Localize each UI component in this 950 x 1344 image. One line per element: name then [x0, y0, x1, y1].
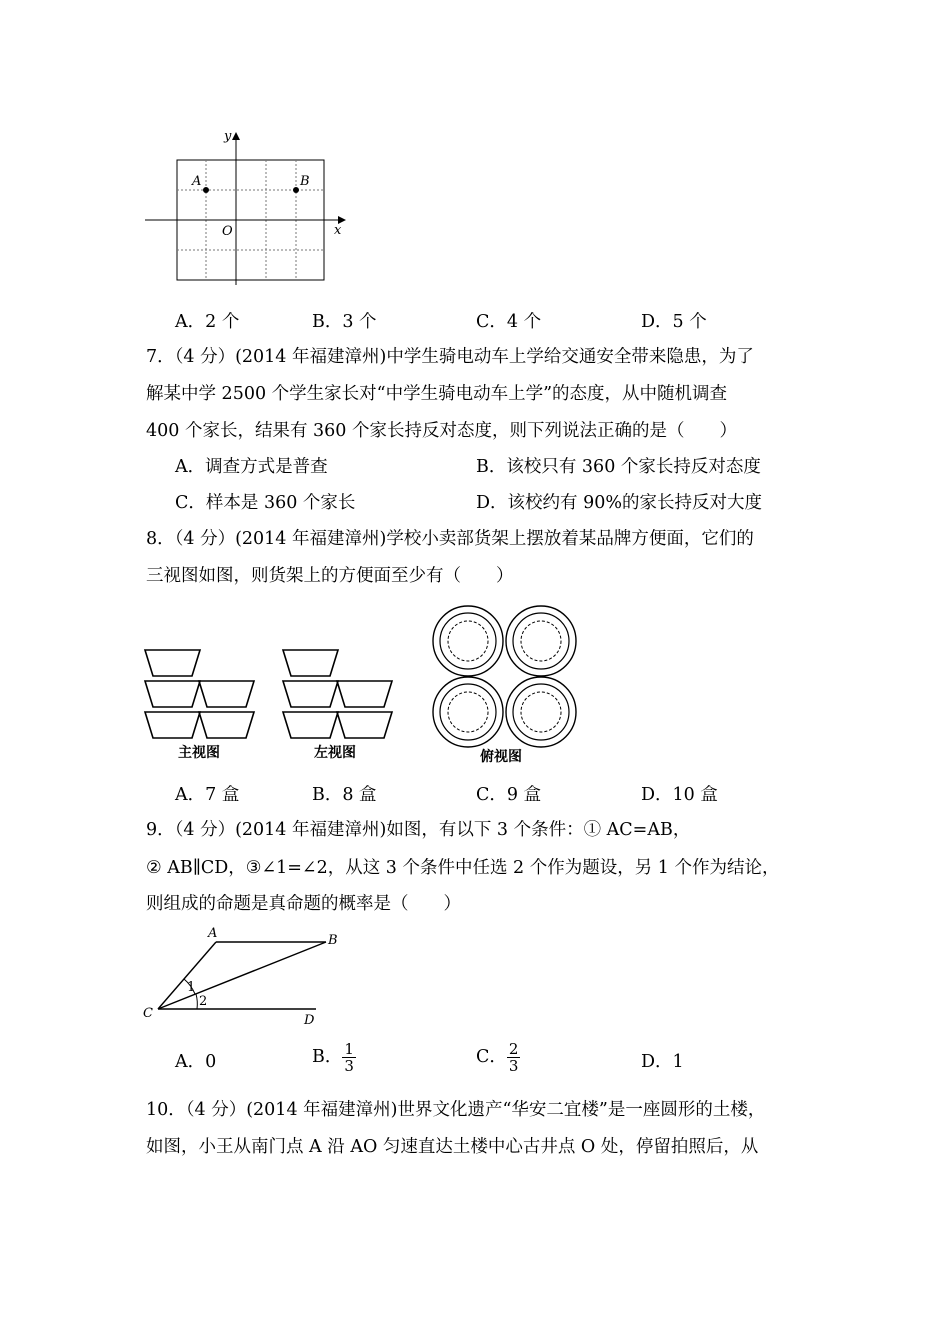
q6-option-c[interactable]: C．4 个 [476, 312, 542, 332]
q9-stem-line-2: ② AB∥CD，③∠1=∠2，从这 3 个条件中任选 2 个作为题设，另 1 个作为结论， [146, 858, 780, 878]
q9-option-c-numerator: 2 [508, 1040, 519, 1058]
q9-option-c-denominator: 3 [508, 1057, 519, 1075]
q6-option-a[interactable]: A．2 个 [175, 312, 240, 332]
vertex-b-label: B [328, 933, 338, 948]
front-view-caption: 主视图 [178, 745, 220, 761]
q8-option-a[interactable]: A．7 盒 [175, 785, 240, 805]
q10-stem-line-2: 如图，小王从南门点 A 沿 AO 匀速直达土楼中心古井点 O 处，停留拍照后，从 [146, 1137, 759, 1157]
point-b-label: B [300, 174, 310, 189]
q9-option-c[interactable] [476, 1041, 520, 1074]
q9-option-a[interactable]: A．0 [175, 1052, 217, 1072]
q7-option-c[interactable]: C．样本是 360 个家长 [175, 493, 356, 513]
q7-stem-line-3: 400 个家长，结果有 360 个家长持反对态度，则下列说法正确的是（ ） [146, 421, 737, 441]
q8-stem-line-2: 三视图如图，则货架上的方便面至少有（ ） [146, 566, 514, 586]
left-view-caption: 左视图 [314, 745, 356, 761]
q9-option-b-numerator: 1 [344, 1040, 354, 1058]
q7-option-d[interactable]: D．该校约有 90%的家长持反对大度 [476, 493, 762, 513]
q9-option-c-fraction [507, 1041, 521, 1074]
q8-option-d[interactable]: D．10 盒 [641, 785, 718, 805]
q8-stem-line-1: 8．（4 分）(2014 年福建漳州)学校小卖部货架上摆放着某品牌方便面，它们的 [146, 529, 754, 549]
vertex-c-label: C [143, 1006, 153, 1021]
q9-geometry-figure [138, 922, 348, 1027]
q9-option-c-prefix: C． [476, 1047, 507, 1067]
q9-option-b-fraction [342, 1041, 356, 1074]
front-view-figure [140, 645, 265, 745]
angle-2-label: 2 [199, 994, 208, 1009]
vertex-d-label: D [304, 1013, 315, 1027]
q8-option-c[interactable]: C．9 盒 [476, 785, 542, 805]
origin-label: O [222, 224, 233, 239]
q9-option-b[interactable] [312, 1041, 356, 1074]
x-axis-label: x [334, 223, 342, 238]
q9-option-b-prefix: B． [312, 1047, 343, 1067]
q10-stem-line-1: 10．（4 分）(2014 年福建漳州)世界文化遗产“华安二宜楼”是一座圆形的土楼， [146, 1100, 766, 1120]
q8-option-b[interactable]: B．8 盒 [312, 785, 377, 805]
q7-stem-line-2: 解某中学 2500 个学生家长对“中学生骑电动车上学”的态度，从中随机调查 [146, 384, 728, 404]
point-a-label: A [192, 174, 202, 189]
top-view-caption: 俯视图 [480, 749, 522, 765]
angle-1-label: 1 [187, 980, 196, 995]
vertex-a-label: A [208, 926, 218, 941]
q9-option-b-denominator: 3 [344, 1057, 354, 1075]
q6-option-b[interactable]: B．3 个 [312, 312, 377, 332]
q6-option-d[interactable]: D．5 个 [641, 312, 707, 332]
q9-stem-line-3: 则组成的命题是真命题的概率是（ ） [146, 894, 461, 914]
q7-option-a[interactable]: A．调查方式是普查 [175, 457, 328, 477]
q7-option-b[interactable]: B．该校只有 360 个家长持反对态度 [476, 457, 761, 477]
y-axis-label: y [224, 129, 232, 144]
top-view-figure [430, 603, 582, 751]
q6-coordinate-graph [140, 125, 355, 290]
left-view-figure [278, 645, 403, 745]
q9-option-d[interactable]: D．1 [641, 1052, 684, 1072]
q7-stem-line-1: 7．（4 分）(2014 年福建漳州)中学生骑电动车上学给交通安全带来隐患，为了 [146, 347, 754, 367]
q9-stem-line-1: 9．（4 分）(2014 年福建漳州)如图，有以下 3 个条件：① AC=AB， [146, 820, 691, 840]
